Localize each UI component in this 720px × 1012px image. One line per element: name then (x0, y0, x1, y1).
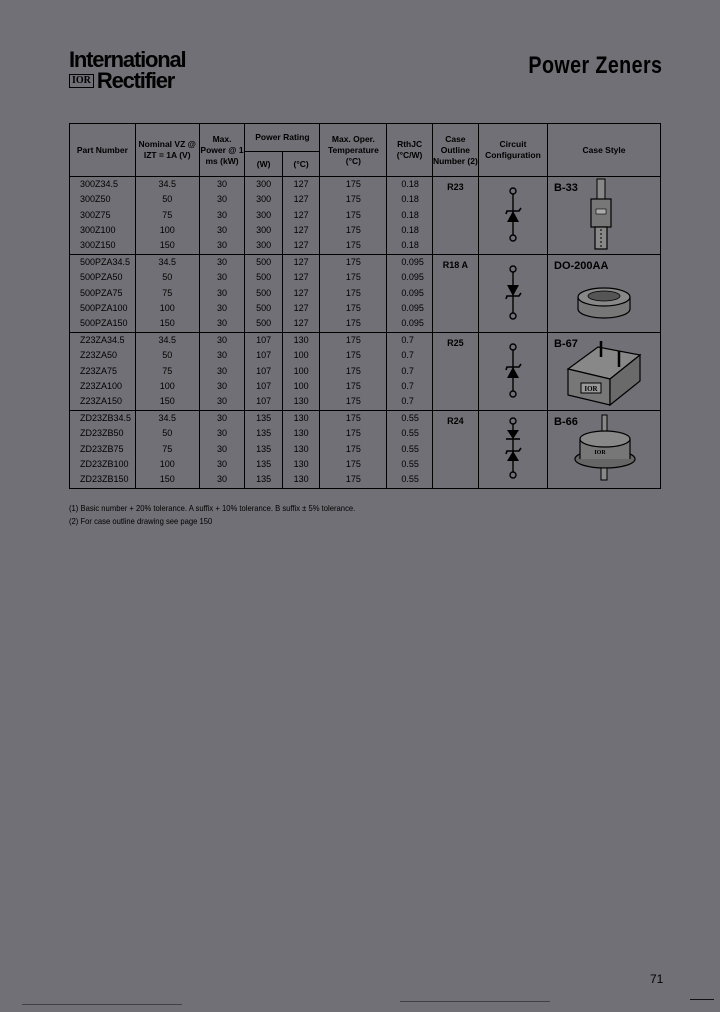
watts-value: 135 (256, 474, 272, 485)
rating-temp-value: 100 (293, 365, 309, 376)
vz-value: 34.5 (158, 413, 176, 423)
part-number: 300Z50 (80, 194, 111, 205)
table-group-r25 (70, 333, 661, 411)
rthjc-value: 0.095 (401, 318, 424, 329)
kw-value: 30 (217, 209, 228, 220)
rating-temp-value: 127 (293, 179, 309, 189)
rthjc-value: 0.55 (401, 428, 419, 439)
header-circuit: Circuit Configuration (478, 124, 547, 177)
rthjc-value: 0.55 (401, 458, 419, 469)
rating-temp-value: 127 (293, 318, 309, 329)
vz-value: 75 (162, 287, 173, 298)
watts-value: 107 (256, 350, 272, 361)
rthjc-value: 0.7 (401, 350, 414, 361)
max-temp-value: 175 (345, 287, 361, 298)
case-outline-number: R23 (432, 177, 478, 255)
svg-text:IOR: IOR (594, 450, 606, 456)
rating-temp-value: 100 (293, 380, 309, 391)
max-temp-value: 175 (345, 350, 361, 361)
kw-value: 30 (217, 443, 228, 454)
case-outline-number: R24 (432, 411, 478, 489)
kw-value: 30 (217, 318, 228, 329)
max-temp-value: 175 (345, 335, 361, 345)
header-power-rating: Power Rating (245, 124, 320, 152)
max-temp-value: 175 (345, 365, 361, 376)
zener-diode-anode-up-icon (479, 333, 547, 409)
header-power-c: (°C) (282, 152, 320, 177)
rthjc-value: 0.18 (401, 194, 419, 205)
watts-value: 500 (256, 257, 272, 267)
part-number: 300Z150 (80, 240, 116, 251)
watts-value: 107 (256, 380, 272, 391)
kw-value: 30 (217, 257, 228, 267)
scan-artifact-line (22, 1004, 182, 1005)
kw-value: 30 (217, 396, 228, 407)
part-number: 500PZA34.5 (80, 257, 131, 267)
max-temp-value: 175 (345, 272, 361, 283)
part-number: Z23ZA50 (80, 350, 118, 361)
kw-value: 30 (217, 428, 228, 439)
case-style-label: B-66 (554, 416, 578, 428)
part-number: ZD23ZB50 (80, 428, 124, 439)
rating-temp-value: 130 (293, 458, 309, 469)
rating-temp-value: 127 (293, 287, 309, 298)
max-temp-value: 175 (345, 194, 361, 205)
case-outline-number: R25 (432, 333, 478, 411)
watts-value: 500 (256, 318, 272, 329)
rthjc-value: 0.55 (401, 443, 419, 454)
circuit-configuration (478, 177, 547, 255)
rthjc-value: 0.095 (401, 302, 424, 313)
watts-value: 135 (256, 443, 272, 454)
max-temp-value: 175 (345, 380, 361, 391)
max-temp-value: 175 (345, 413, 361, 423)
rating-temp-value: 127 (293, 194, 309, 205)
vz-value: 75 (162, 443, 173, 454)
vz-value: 150 (159, 474, 175, 485)
max-temp-value: 175 (345, 257, 361, 267)
header-max-oper-temp: Max. Oper. Temperature (°C) (320, 124, 387, 177)
page-title: Power Zeners (528, 52, 662, 79)
part-number: ZD23ZB34.5 (80, 413, 132, 423)
watts-value: 300 (256, 224, 272, 235)
part-number: 300Z75 (80, 209, 111, 220)
max-temp-value: 175 (345, 224, 361, 235)
table-group-r24 (70, 411, 661, 489)
rthjc-value: 0.55 (401, 413, 419, 423)
rthjc-value: 0.7 (401, 365, 414, 376)
scan-artifact-line (690, 999, 714, 1000)
ior-logo-icon: IOR (69, 74, 94, 88)
case-outline-number: R18 A (432, 255, 478, 333)
max-temp-value: 175 (345, 474, 361, 485)
rthjc-value: 0.095 (401, 257, 424, 267)
part-number: 500PZA100 (80, 302, 128, 313)
rating-temp-value: 127 (293, 240, 309, 251)
case-style-label: DO-200AA (554, 260, 609, 272)
rating-temp-value: 130 (293, 428, 309, 439)
watts-value: 300 (256, 194, 272, 205)
rating-temp-value: 127 (293, 209, 309, 220)
part-number: 300Z34.5 (80, 179, 119, 189)
vz-value: 50 (162, 194, 173, 205)
vz-value: 150 (159, 396, 175, 407)
footnote-2: (2) For case outline drawing see page 150 (69, 516, 213, 526)
part-number: Z23ZA150 (80, 396, 123, 407)
table-group-r23 (70, 177, 661, 255)
rating-temp-value: 130 (293, 413, 309, 423)
part-number: 500PZA75 (80, 287, 123, 298)
max-temp-value: 175 (345, 240, 361, 251)
case-style-label: B-67 (554, 338, 578, 350)
max-temp-value: 175 (345, 179, 361, 189)
watts-value: 107 (256, 396, 272, 407)
header-max-power: Max. Power @ 1 ms (kW) (199, 124, 245, 177)
kw-value: 30 (217, 287, 228, 298)
case-style-cell (548, 333, 661, 411)
part-number: 300Z100 (80, 224, 116, 235)
rating-temp-value: 127 (293, 224, 309, 235)
vz-value: 100 (159, 380, 175, 391)
rating-temp-value: 130 (293, 443, 309, 454)
vz-value: 75 (162, 209, 173, 220)
kw-value: 30 (217, 302, 228, 313)
rthjc-value: 0.18 (401, 179, 419, 189)
watts-value: 500 (256, 287, 272, 298)
zener-diode-anode-up-icon (479, 177, 547, 253)
page-number: 71 (650, 972, 664, 986)
brand-name-line2: Rectifier (96, 68, 175, 93)
rthjc-value: 0.7 (401, 335, 414, 345)
rating-temp-value: 100 (293, 350, 309, 361)
kw-value: 30 (217, 179, 228, 189)
watts-value: 135 (256, 458, 272, 469)
circuit-configuration (478, 255, 547, 333)
rating-temp-value: 130 (293, 335, 309, 345)
brand-name-line1: International (69, 47, 186, 72)
case-style-cell (548, 255, 661, 333)
vz-value: 50 (162, 350, 173, 361)
vz-value: 150 (159, 240, 175, 251)
case-style-label: B-33 (554, 182, 578, 194)
header-rthjc: RthJC (°C/W) (387, 124, 432, 177)
watts-value: 300 (256, 240, 272, 251)
rthjc-value: 0.18 (401, 209, 419, 220)
rthjc-value: 0.095 (401, 287, 424, 298)
watts-value: 135 (256, 413, 272, 423)
watts-value: 107 (256, 335, 272, 345)
vz-value: 100 (159, 302, 175, 313)
case-style-cell (548, 411, 661, 489)
vz-value: 34.5 (158, 257, 176, 267)
rthjc-value: 0.18 (401, 240, 419, 251)
case-style-cell (548, 177, 661, 255)
svg-text:IOR: IOR (584, 385, 598, 393)
max-temp-value: 175 (345, 428, 361, 439)
kw-value: 30 (217, 458, 228, 469)
scan-artifact-line (400, 1001, 550, 1002)
brand-logo (69, 49, 185, 92)
header-nominal-vz: Nominal VZ @ IZT = 1A (V) (135, 124, 199, 177)
footnotes (69, 502, 355, 528)
rating-temp-value: 130 (293, 396, 309, 407)
vz-value: 50 (162, 428, 173, 439)
kw-value: 30 (217, 335, 228, 345)
kw-value: 30 (217, 380, 228, 391)
kw-value: 30 (217, 350, 228, 361)
watts-value: 300 (256, 179, 272, 189)
footnote-1: (1) Basic number + 20% tolerance. A suffix + 10% tolerance. B suffix ± 5% tolerance. (69, 503, 356, 513)
max-temp-value: 175 (345, 396, 361, 407)
part-number: 500PZA50 (80, 272, 123, 283)
vz-value: 34.5 (158, 179, 176, 189)
kw-value: 30 (217, 365, 228, 376)
vz-value: 75 (162, 365, 173, 376)
part-number: Z23ZA100 (80, 380, 123, 391)
max-temp-value: 175 (345, 318, 361, 329)
max-temp-value: 175 (345, 443, 361, 454)
vz-value: 150 (159, 318, 175, 329)
watts-value: 135 (256, 428, 272, 439)
part-number: Z23ZA34.5 (80, 335, 125, 345)
header-part-number: Part Number (70, 124, 136, 177)
watts-value: 300 (256, 209, 272, 220)
part-number: ZD23ZB75 (80, 443, 124, 454)
header-case-style: Case Style (548, 124, 661, 177)
circuit-configuration (478, 333, 547, 411)
zener-diode-cathode-down-icon (479, 255, 547, 331)
part-number: 500PZA150 (80, 318, 128, 329)
watts-value: 500 (256, 302, 272, 313)
vz-value: 50 (162, 272, 173, 283)
power-zeners-table (69, 123, 661, 489)
header-case-outline: Case Outline Number (2) (432, 124, 478, 177)
kw-value: 30 (217, 272, 228, 283)
vz-value: 100 (159, 224, 175, 235)
rating-temp-value: 130 (293, 474, 309, 485)
rating-temp-value: 127 (293, 272, 309, 283)
kw-value: 30 (217, 194, 228, 205)
kw-value: 30 (217, 224, 228, 235)
bidirectional-zener-icon (479, 411, 547, 487)
watts-value: 107 (256, 365, 272, 376)
kw-value: 30 (217, 240, 228, 251)
table-group-r18a (70, 255, 661, 333)
max-temp-value: 175 (345, 458, 361, 469)
rthjc-value: 0.7 (401, 380, 414, 391)
rthjc-value: 0.55 (401, 474, 419, 485)
rthjc-value: 0.7 (401, 396, 414, 407)
max-temp-value: 175 (345, 209, 361, 220)
kw-value: 30 (217, 474, 228, 485)
vz-value: 100 (159, 458, 175, 469)
part-number: ZD23ZB100 (80, 458, 129, 469)
header-power-w: (W) (245, 152, 283, 177)
vz-value: 34.5 (158, 335, 176, 345)
rthjc-value: 0.095 (401, 272, 424, 283)
circuit-configuration (478, 411, 547, 489)
rating-temp-value: 127 (293, 257, 309, 267)
kw-value: 30 (217, 413, 228, 423)
max-temp-value: 175 (345, 302, 361, 313)
watts-value: 500 (256, 272, 272, 283)
part-number: ZD23ZB150 (80, 474, 129, 485)
rating-temp-value: 127 (293, 302, 309, 313)
part-number: Z23ZA75 (80, 365, 118, 376)
rthjc-value: 0.18 (401, 224, 419, 235)
